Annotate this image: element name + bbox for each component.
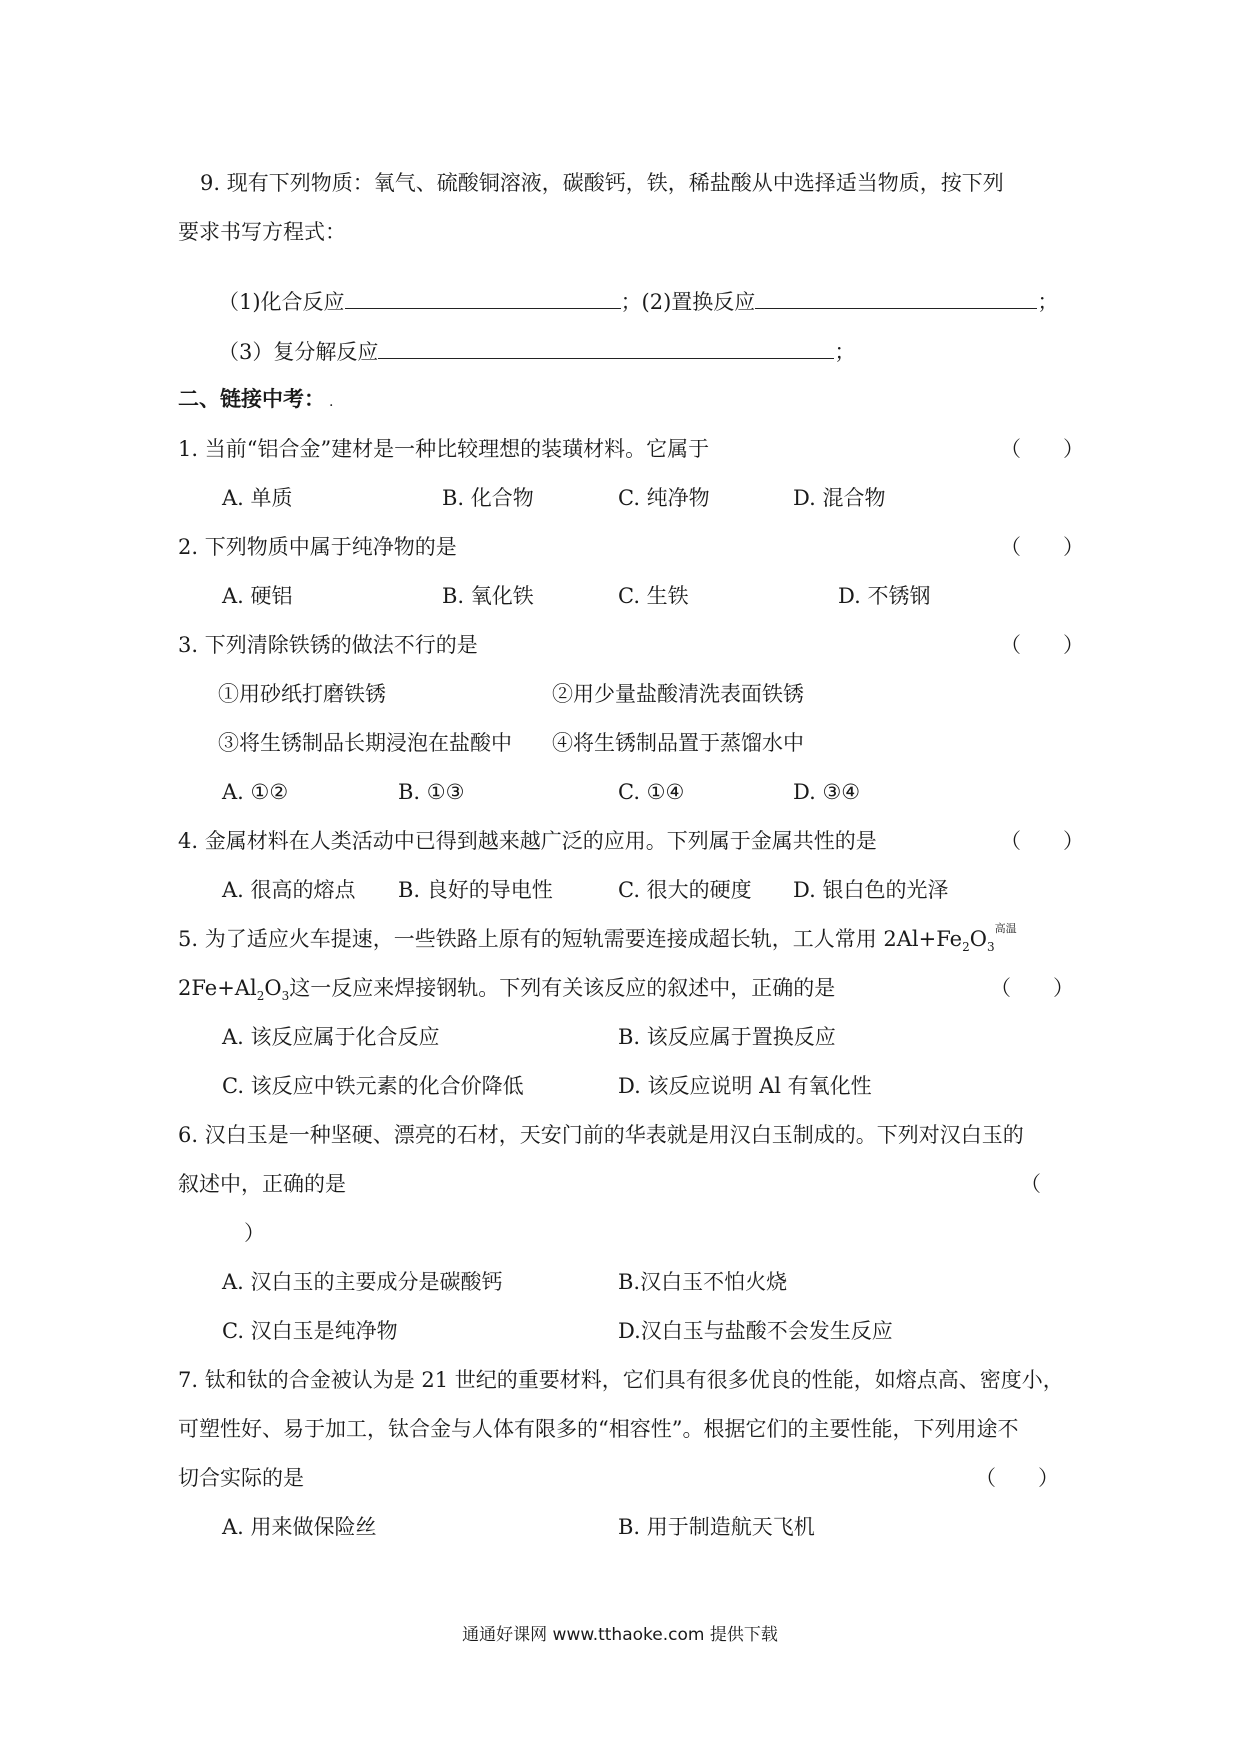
q3-stem: 3. 下列清除铁锈的做法不行的是	[178, 633, 478, 657]
q4-option-d: D. 银白色的光泽	[793, 878, 949, 902]
q2-option-b: B. 氧化铁	[442, 584, 534, 608]
q5-option-d: D. 该反应说明 Al 有氧化性	[618, 1074, 872, 1098]
answer-blank-1[interactable]	[345, 286, 621, 309]
q5-condition: 高温	[994, 922, 1017, 935]
q5-option-a: A. 该反应属于化合反应	[222, 1025, 440, 1049]
q7-option-b: B. 用于制造航天飞机	[618, 1515, 815, 1539]
q6-option-a: A. 汉白玉的主要成分是碳酸钙	[222, 1270, 503, 1294]
q7-option-a: A. 用来做保险丝	[222, 1515, 377, 1539]
q1-option-b: B. 化合物	[442, 486, 534, 510]
q4-stem: 4. 金属材料在人类活动中已得到越来越广泛的应用。下列属于金属共性的是	[178, 829, 877, 853]
q7-stem-line1: 7. 钛和钛的合金被认为是 21 世纪的重要材料，它们具有很多优良的性能，如熔点高、密度小，	[178, 1368, 1064, 1392]
q3-choice-3: ③将生锈制品长期浸泡在盐酸中	[218, 731, 512, 755]
q9-sub-line1	[218, 286, 1058, 317]
q1-stem: 1. 当前“铝合金”建材是一种比较理想的装璜材料。它属于	[178, 437, 710, 461]
q7-stem-line2: 可塑性好、易于加工，钛合金与人体有限多的“相容性”。根据它们的主要性能，下列用途不	[178, 1417, 1019, 1441]
q6-stem-line2: 叙述中，正确的是	[178, 1172, 346, 1196]
q9-sub3-label: （3）复分解反应	[218, 340, 379, 364]
q3-choice-2: ②用少量盐酸清洗表面铁锈	[552, 682, 804, 706]
q5-line2-a: 2Fe+Al	[178, 976, 257, 1000]
q5-option-c: C. 该反应中铁元素的化合价降低	[222, 1074, 524, 1098]
q6-option-d: D.汉白玉与盐酸不会发生反应	[618, 1319, 893, 1343]
q9-line1: 9. 现有下列物质：氧气、硫酸铜溶液，碳酸钙，铁，稀盐酸从中选择适当物质，按下列	[200, 171, 1004, 195]
q5-stem-line1	[178, 924, 1017, 962]
q2-stem: 2. 下列物质中属于纯净物的是	[178, 535, 457, 559]
q2-option-d: D. 不锈钢	[838, 584, 931, 608]
q2-answer-paren[interactable]: （ ）	[1000, 535, 1084, 559]
q5-sub-a: 2	[962, 940, 970, 955]
q5-line2-b: O	[264, 976, 282, 1000]
q5-o: O	[969, 927, 987, 951]
q3-option-a: A. ①②	[222, 780, 289, 804]
q9-end3: ；	[834, 340, 856, 364]
section-title-dot: .	[329, 394, 334, 410]
q3-choice-4: ④将生锈制品置于蒸馏水中	[552, 731, 804, 755]
q7-stem-line3: 切合实际的是	[178, 1466, 304, 1490]
q1-option-a: A. 单质	[222, 486, 293, 510]
q4-option-b: B. 良好的导电性	[398, 878, 553, 902]
q9-sub-line3	[218, 336, 855, 367]
q5-answer-paren[interactable]: （ ）	[990, 976, 1074, 1000]
q9-sub2-label: ；(2)置换反应	[620, 290, 756, 314]
q7-answer-paren[interactable]: （ ）	[975, 1466, 1059, 1490]
q9-sub1-label: （1)化合反应	[218, 290, 345, 314]
q5-line2-sub-b: 3	[281, 989, 290, 1004]
q5-stem-line2	[178, 973, 835, 1011]
q1-answer-paren[interactable]: （ ）	[1000, 437, 1084, 461]
q9-line2: 要求书写方程式：	[178, 220, 346, 244]
section-title-text: 二、链接中考：	[178, 386, 325, 411]
answer-blank-2[interactable]	[755, 286, 1037, 309]
q5-option-b: B. 该反应属于置换反应	[618, 1025, 836, 1049]
q6-option-b: B.汉白玉不怕火烧	[618, 1270, 788, 1294]
q4-option-a: A. 很高的熔点	[222, 878, 356, 902]
q6-stem-line1: 6. 汉白玉是一种坚硬、漂亮的石材，天安门前的华表就是用汉白玉制成的。下列对汉白玉的	[178, 1123, 1024, 1147]
q6-paren-close[interactable]: ）	[244, 1221, 265, 1245]
page-footer: 通通好课网 www.tthaoke.com 提供下载	[462, 1625, 778, 1645]
q4-answer-paren[interactable]: （ ）	[1000, 829, 1084, 853]
q3-choice-1: ①用砂纸打磨铁锈	[218, 682, 386, 706]
section-title	[178, 384, 333, 417]
q2-option-c: C. 生铁	[618, 584, 689, 608]
q3-answer-paren[interactable]: （ ）	[1000, 633, 1084, 657]
q2-option-a: A. 硬铝	[222, 584, 293, 608]
q5-line2-c: 这一反应来焊接钢轨。下列有关该反应的叙述中，正确的是	[289, 976, 836, 1000]
q1-option-c: C. 纯净物	[618, 486, 710, 510]
q4-option-c: C. 很大的硬度	[618, 878, 752, 902]
q3-option-b: B. ①③	[398, 780, 465, 804]
q6-paren-open[interactable]: （	[1020, 1172, 1041, 1196]
q3-option-d: D. ③④	[793, 780, 861, 804]
q6-option-c: C. 汉白玉是纯净物	[222, 1319, 398, 1343]
q9-end1: ；	[1037, 290, 1059, 314]
answer-blank-3[interactable]	[378, 336, 834, 359]
q1-option-d: D. 混合物	[793, 486, 886, 510]
q5-stem-text: 5. 为了适应火车提速，一些铁路上原有的短轨需要连接成超长轨，工人常用 2Al+Fe	[178, 927, 963, 951]
q5-sub-b: 3	[986, 940, 995, 955]
q3-option-c: C. ①④	[618, 780, 685, 804]
q5-line2-sub-a: 2	[256, 989, 265, 1004]
